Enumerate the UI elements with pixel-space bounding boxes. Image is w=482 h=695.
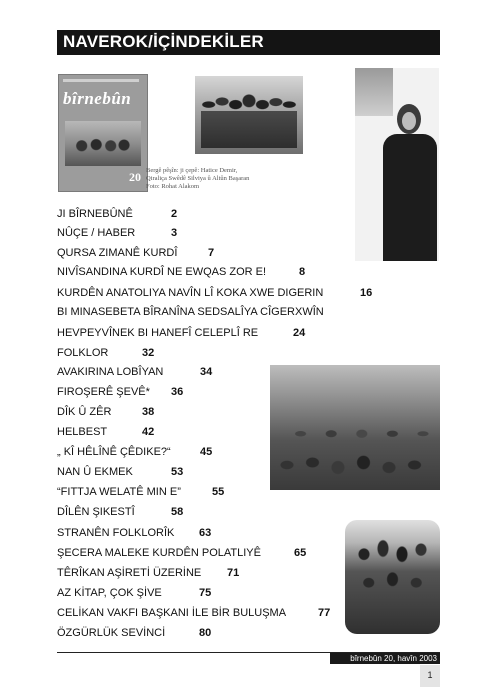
toc-page: 32 (142, 347, 155, 359)
toc-title: STRANÊN FOLKLORÎK (57, 527, 175, 539)
toc-title: KURDÊN ANATOLIYA NAVÎN LÎ KOKA XWE DIGERIN (57, 287, 324, 299)
toc-page: 58 (171, 506, 184, 518)
toc-title: ŞECERA MALEKE KURDÊN POLATLIYÊ (57, 547, 261, 559)
portrait-photo (355, 68, 439, 261)
toc-title: CELİKAN VAKFI BAŞKANI İLE BİR BULUŞMA (57, 607, 287, 619)
toc-page: 80 (199, 627, 212, 639)
audience-photo (270, 365, 440, 490)
toc-page: 63 (199, 527, 212, 539)
toc-title: QURSA ZIMANÊ KURDÎ (57, 247, 178, 259)
portrait-background (355, 68, 393, 116)
toc-title: AVAKIRINA LOBÎYAN (57, 366, 164, 378)
toc-page: 3 (171, 227, 178, 239)
toc-page: 34 (200, 366, 213, 378)
toc-page: 55 (212, 486, 225, 498)
toc-title: HEVPEYVÎNEK BI HANEFÎ CELEPLÎ RE (57, 327, 259, 339)
toc-page: 65 (294, 547, 307, 559)
toc-title: AZ KİTAP, ÇOK ŞİVE (57, 587, 162, 599)
cover-topline (63, 79, 139, 82)
toc-title: NAN Û EKMEK (57, 466, 133, 478)
toc-title: TÊRÎKAN AŞİRETİ ÜZERİNE (57, 567, 202, 579)
toc-page: 42 (142, 426, 155, 438)
section-header (57, 30, 440, 55)
portrait-face (402, 112, 416, 130)
toc-title: HELBEST (57, 426, 108, 438)
toc-page: 24 (293, 327, 306, 339)
toc-title: DÎLÊN ŞIKESTÎ (57, 506, 135, 518)
toc-title: NÛÇE / HABER (57, 227, 136, 239)
toc-page: 7 (208, 247, 215, 259)
footer-issue-bar (330, 653, 440, 664)
toc-page: 2 (171, 208, 178, 220)
toc-page: 8 (299, 266, 306, 278)
toc-title: “FITTJA WELATÊ MIN E” (57, 486, 181, 498)
page-number-box (420, 665, 440, 687)
cover-issue-number: 20 (129, 170, 141, 184)
toc-title: „ KÎ HÊLÎNÊ ÇÊDIKE?“ (57, 446, 171, 458)
toc-page: 36 (171, 386, 184, 398)
toc-page: 77 (318, 607, 331, 619)
group-people (201, 86, 297, 148)
page-number: 1 (427, 670, 433, 680)
caption-line: Foto: Rohat Alakom (146, 183, 200, 190)
toc-page: 75 (199, 587, 212, 599)
portrait-body (383, 134, 437, 261)
toc-title: DÎK Û ZÊR (57, 406, 112, 418)
toc-page: 45 (200, 446, 213, 458)
page-title: NAVEROK/İÇİNDEKİLER (63, 32, 264, 51)
cover-photo (65, 121, 141, 166)
toc-title: ÖZGÜRLÜK SEVİNCİ (57, 627, 166, 639)
toc-title: JI BÎRNEBÛNÊ (57, 208, 133, 220)
toc-page: 16 (360, 287, 373, 299)
group-photo (195, 76, 303, 154)
magazine-cover-image (58, 74, 148, 192)
toc-title: FIROŞERÊ ŞEVÊ* (57, 386, 150, 398)
toc-title: FOLKLOR (57, 347, 109, 359)
footer-issue-text: bîrnebûn 20, havîn 2003 (350, 654, 437, 663)
caption-line: Bergê pêşîn: ji çepê: Hatice Demir, (146, 167, 238, 174)
group-photo-rounded (345, 520, 440, 634)
caption-line: Qiraliça Swêdê Silviya û Altûn Başaran (146, 175, 250, 182)
toc-title: NIVÎSANDINA KURDÎ NE EWQAS ZOR E! (57, 266, 267, 278)
toc-page: 38 (142, 406, 155, 418)
toc-page: 71 (227, 567, 240, 579)
photo-caption (146, 167, 296, 191)
cover-masthead: bîrnebûn (63, 89, 132, 108)
toc-title: BI MINASEBETA BÎRANÎNA SEDSALÎYA CÎGERXWÎN (57, 306, 324, 318)
toc-page: 53 (171, 466, 184, 478)
